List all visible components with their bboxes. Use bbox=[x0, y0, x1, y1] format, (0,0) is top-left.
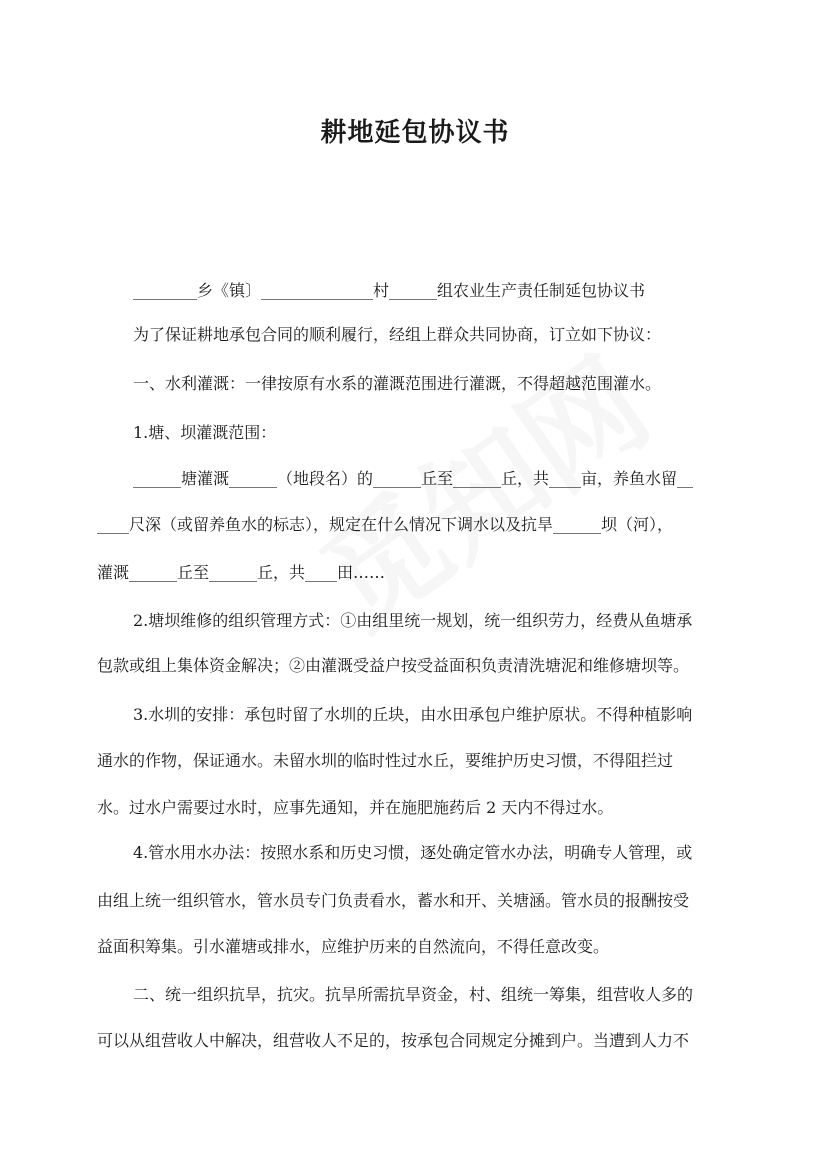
text-line: 益面积筹集。引水灌塘或排水，应维护历来的自然流向，不得任意改变。 bbox=[97, 937, 610, 956]
text-line: 可以从组营收人中解决，组营收人不足的，按承包合同规定分摊到户。当遭到人力不 bbox=[97, 1031, 690, 1050]
text-line: 3.水圳的安排：承包时留了水圳的丘块，由水田承包户维护原状。不得种植影响 bbox=[133, 705, 693, 724]
text-line: 通水的作物，保证通水。未留水圳的临时性过水丘，要维护历史习惯，不得阻拦过 bbox=[97, 751, 674, 770]
text-line: 为了保证耕地承包合同的顺利履行，经组上群众共同协商，订立如下协议： bbox=[133, 325, 662, 344]
text-line: 4.管水用水办法：按照水系和历史习惯，逐处确定管水办法，明确专人管理，或 bbox=[133, 843, 693, 862]
text-line: 水。过水户需要过水时，应事先通知，并在施肥施药后 2 天内不得过水。 bbox=[97, 798, 614, 817]
text-line: ________乡《镇〕______________村______组农业生产责任制延包协议书 bbox=[133, 281, 646, 300]
text-line: 2.塘坝维修的组织管理方式：①由组里统一规划，统一组织劳力，经费从鱼塘承 bbox=[133, 611, 693, 630]
document-title: 耕地延包协议书 bbox=[320, 118, 510, 148]
text-line: ______塘灌溉______（地段名）的______丘至______丘，共____亩，养鱼水留__ bbox=[133, 469, 694, 488]
text-line: ____尺深（或留养鱼水的标志），规定在什么情况下调水以及抗旱______坝（河）， bbox=[97, 515, 674, 534]
text-line: 1.塘、坝灌溉范围： bbox=[133, 423, 277, 442]
text-line: 一、水利灌溉：一律按原有水系的灌溉范围进行灌溉，不得超越范围灌水。 bbox=[133, 374, 662, 393]
text-line: 由组上统一组织管水，管水员专门负责看水，蓄水和开、关塘涵。管水员的报酬按受 bbox=[97, 891, 690, 910]
text-line: 包款或组上集体资金解决；②由灌溉受益户按受益面积负责清洗塘泥和维修塘坝等。 bbox=[97, 656, 690, 675]
text-line: 二、统一组织抗旱，抗灾。抗旱所需抗旱资金，村、组统一筹集，组营收人多的 bbox=[133, 985, 694, 1004]
text-line: 灌溉______丘至______丘，共____田…… bbox=[97, 563, 386, 582]
